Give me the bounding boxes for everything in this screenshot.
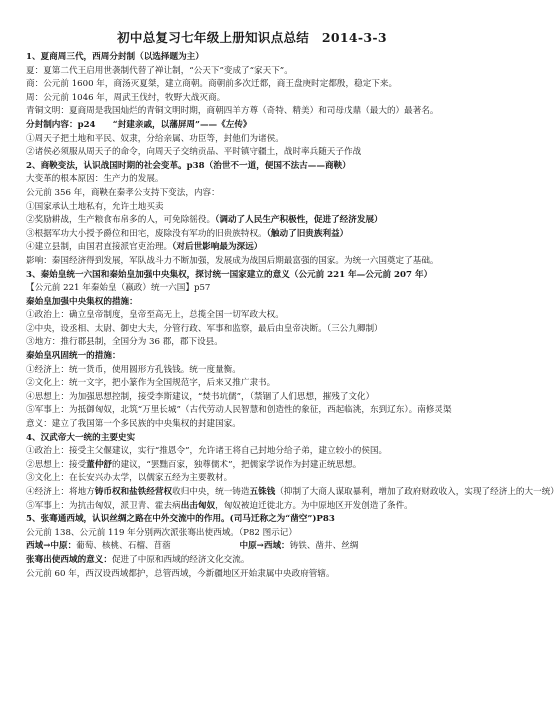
document-body — [26, 51, 559, 581]
text-line — [26, 241, 478, 255]
bold-text: 4、汉武帝大一统的主要史实 — [26, 432, 136, 443]
text-line — [26, 146, 478, 160]
text-line — [26, 187, 478, 201]
text-run: ②奖励耕战，生产粮食布帛多的人，可免除徭役。 — [26, 215, 216, 226]
text-line — [26, 513, 478, 527]
text-line — [26, 459, 478, 473]
text-line — [26, 404, 478, 418]
text-run: 的建议，“罢黜百家，独尊儒术”，把儒家学说作为封建正统思想。 — [111, 459, 362, 470]
text-line — [26, 255, 478, 269]
text-line — [26, 269, 478, 283]
text-run: ②中央，设丞相、太尉、御史大夫，分管行政、军事和监察，最后由皇帝决断。（三公九卿制） — [26, 323, 383, 334]
text-line — [26, 105, 478, 119]
text-run: 影响：秦国经济得到发展，军队战斗力不断加强，发展成为战国后期最富强的国家。为统一六国奠定了基础。 — [26, 255, 439, 266]
text-line — [26, 92, 478, 106]
bold-text: 五铢钱 — [249, 487, 276, 497]
text-run: ③地方：推行郡县制，全国分为 36 郡，郡下设县。 — [26, 337, 223, 348]
text-line — [26, 119, 478, 133]
text-line — [26, 500, 478, 514]
text-run: 公元前 138、公元前 119 年分别两次派张骞出使西域。（P82 图示记） — [26, 527, 297, 538]
text-line — [26, 309, 478, 323]
bold-text: 中原→西域： — [239, 541, 290, 552]
bold-text: 秦始皇加强中央集权的措施： — [26, 296, 138, 307]
bold-text: （调动了人民生产积极性，促进了经济发展） — [215, 215, 383, 226]
text-run: ⑤军事上：为抵御匈奴，北筑“万里长城”（古代劳动人民智慧和创造性的象征，西起临洮，东到辽东）。南修灵渠 — [26, 405, 452, 416]
text-line — [26, 173, 478, 187]
bold-text: 1、夏商周三代，西周分封制（以选择题为主） — [26, 52, 204, 62]
text-line — [26, 527, 478, 541]
text-run: ④经济上：将地方 — [26, 487, 95, 497]
text-line — [26, 364, 478, 378]
bold-text: 分封制内容：p24 “封建亲戚，以藩屏周”——《左传》 — [26, 119, 252, 130]
bold-text: （触动了旧贵族利益） — [266, 228, 349, 239]
text-run: ②文化上：统一文字，把小篆作为全国规范字，后来又推广隶书。 — [26, 378, 276, 389]
text-run: 收归中央，统一铸造 — [172, 487, 250, 497]
text-run: ⑤军事上：为抗击匈奴，派卫青、霍去病 — [26, 500, 181, 511]
text-run: 大变革的根本原因：生产力的发展。 — [26, 174, 164, 185]
text-line — [26, 201, 478, 215]
text-line — [26, 445, 478, 459]
text-line — [26, 568, 478, 582]
text-run: 商：公元前 1600 年，商汤灭夏桀，建立商朝。商朝前多次迁都，商王盘庚时定都殷，稳定下来。 — [26, 79, 398, 90]
text-run: ②思想上：接受 — [26, 459, 87, 470]
bold-text: 出击匈奴 — [180, 500, 216, 511]
text-run: 夏：夏第二代王启用世袭制代替了禅让制，“公天下”变成了“家天下”。 — [26, 65, 293, 76]
text-line — [26, 282, 478, 296]
bold-text: 2、商鞅变法，认识战国时期的社会变革。p38（治世不一道，便国不法古——商鞅） — [26, 160, 351, 171]
text-line — [26, 160, 478, 174]
text-line — [26, 391, 478, 405]
text-run: 【公元前 221 年秦始皇（嬴政）统一六国】p57 — [26, 283, 211, 294]
text-line — [26, 228, 478, 242]
bold-text: 董仲舒 — [86, 459, 112, 470]
text-run: ①政治上：确立皇帝制度，皇帝至高无上，总揽全国一切军政大权。 — [26, 310, 284, 321]
text-line — [26, 472, 478, 486]
bold-text: 张骞出使西域的意义： — [26, 554, 112, 565]
text-run: ①政治上：接受主父偃建议，实行“推恩令”，允许诸王将自己封地分给子弟，建立较小的侯国。 — [26, 446, 388, 457]
text-run: 促进了中原和西域的经济文化交流。 — [111, 554, 250, 565]
text-line — [26, 554, 478, 568]
text-run: ④建立县制，由国君直接派官吏治理。 — [26, 242, 173, 253]
text-line — [26, 296, 478, 310]
text-run: 意义：建立了我国第一个多民族的中央集权的封建国家。 — [26, 419, 241, 430]
text-run: 公元前 60 年，西汉设西域都护，总管西域，今新疆地区开始隶属中央政府管辖。 — [26, 568, 335, 579]
text-line — [26, 65, 478, 79]
text-line — [26, 486, 559, 500]
text-run: ②诸侯必须服从周天子的命令，向周天子交纳贡品、平时镇守疆土，战时率兵随天子作战 — [26, 147, 362, 158]
text-line — [26, 336, 478, 350]
text-run: 周：公元前 1046 年，周武王伐纣，牧野大战灭商。 — [26, 92, 226, 103]
text-line — [26, 540, 478, 554]
text-run: 公元前 356 年，商鞅在秦孝公支持下变法，内容： — [26, 187, 220, 198]
text-run: （抑制了大商人谋取暴利，增加了政府财政收入，实现了经济上的大一统） — [275, 487, 559, 497]
bold-text: 西域→中原： — [26, 541, 77, 552]
text-run: ①经济上：统一货币，使用圆形方孔钱钱。统一度量衡。 — [26, 364, 241, 375]
text-line — [26, 432, 478, 446]
bold-text: （对后世影响最为深远） — [172, 242, 263, 253]
text-line — [26, 51, 478, 65]
text-line — [26, 78, 478, 92]
document-title: 初中总复习七年级上册知识点总结 2014-3-3 — [117, 30, 387, 45]
text-line — [26, 377, 478, 391]
text-line — [26, 323, 478, 337]
text-run: 铸铁、凿井、丝绸 — [289, 541, 359, 552]
text-line — [26, 214, 478, 228]
text-run: ①周天子把土地和平民、奴隶，分给亲属、功臣等，封他们为诸侯。 — [26, 133, 284, 144]
text-run: ①国家承认土地私有，允许土地买卖 — [26, 201, 164, 212]
text-run: 葡萄、核桃、石榴、苜蓿 — [76, 541, 240, 552]
text-line — [26, 350, 478, 364]
bold-text: 5、张骞通西域，认识丝绸之路在中外交流中的作用。(司马迁称之为“凿空”)P83 — [26, 514, 335, 525]
text-line — [26, 418, 478, 432]
text-run: ，匈奴被迫迁徙北方。为中原地区开发创造了条件。 — [215, 500, 413, 511]
text-run: ③文化上：在长安兴办太学，以儒家五经为主要教材。 — [26, 473, 233, 484]
text-line — [26, 133, 478, 147]
text-run: ③根据军功大小授予爵位和田宅，废除没有军功的旧贵族特权。 — [26, 228, 267, 239]
text-run: ④思想上：为加强思想控制，接受李斯建议，“焚书坑儒”，（禁锢了人们思想，摧残了文化） — [26, 391, 375, 402]
bold-text: 3、秦始皇统一六国和秦始皇加强中央集权，探讨统一国家建立的意义（公元前 221 年—公元前 207 年） — [26, 269, 433, 280]
text-run: 青铜文明：夏商周是我国灿烂的青铜文明时期，商朝四羊方尊（奇特、精美）和司母戊鼎（最大的）最著名。 — [26, 106, 439, 117]
bold-text: 秦始皇巩固统一的措施： — [26, 351, 121, 362]
bold-text: 铸币权和盐铁经营权 — [94, 487, 173, 497]
